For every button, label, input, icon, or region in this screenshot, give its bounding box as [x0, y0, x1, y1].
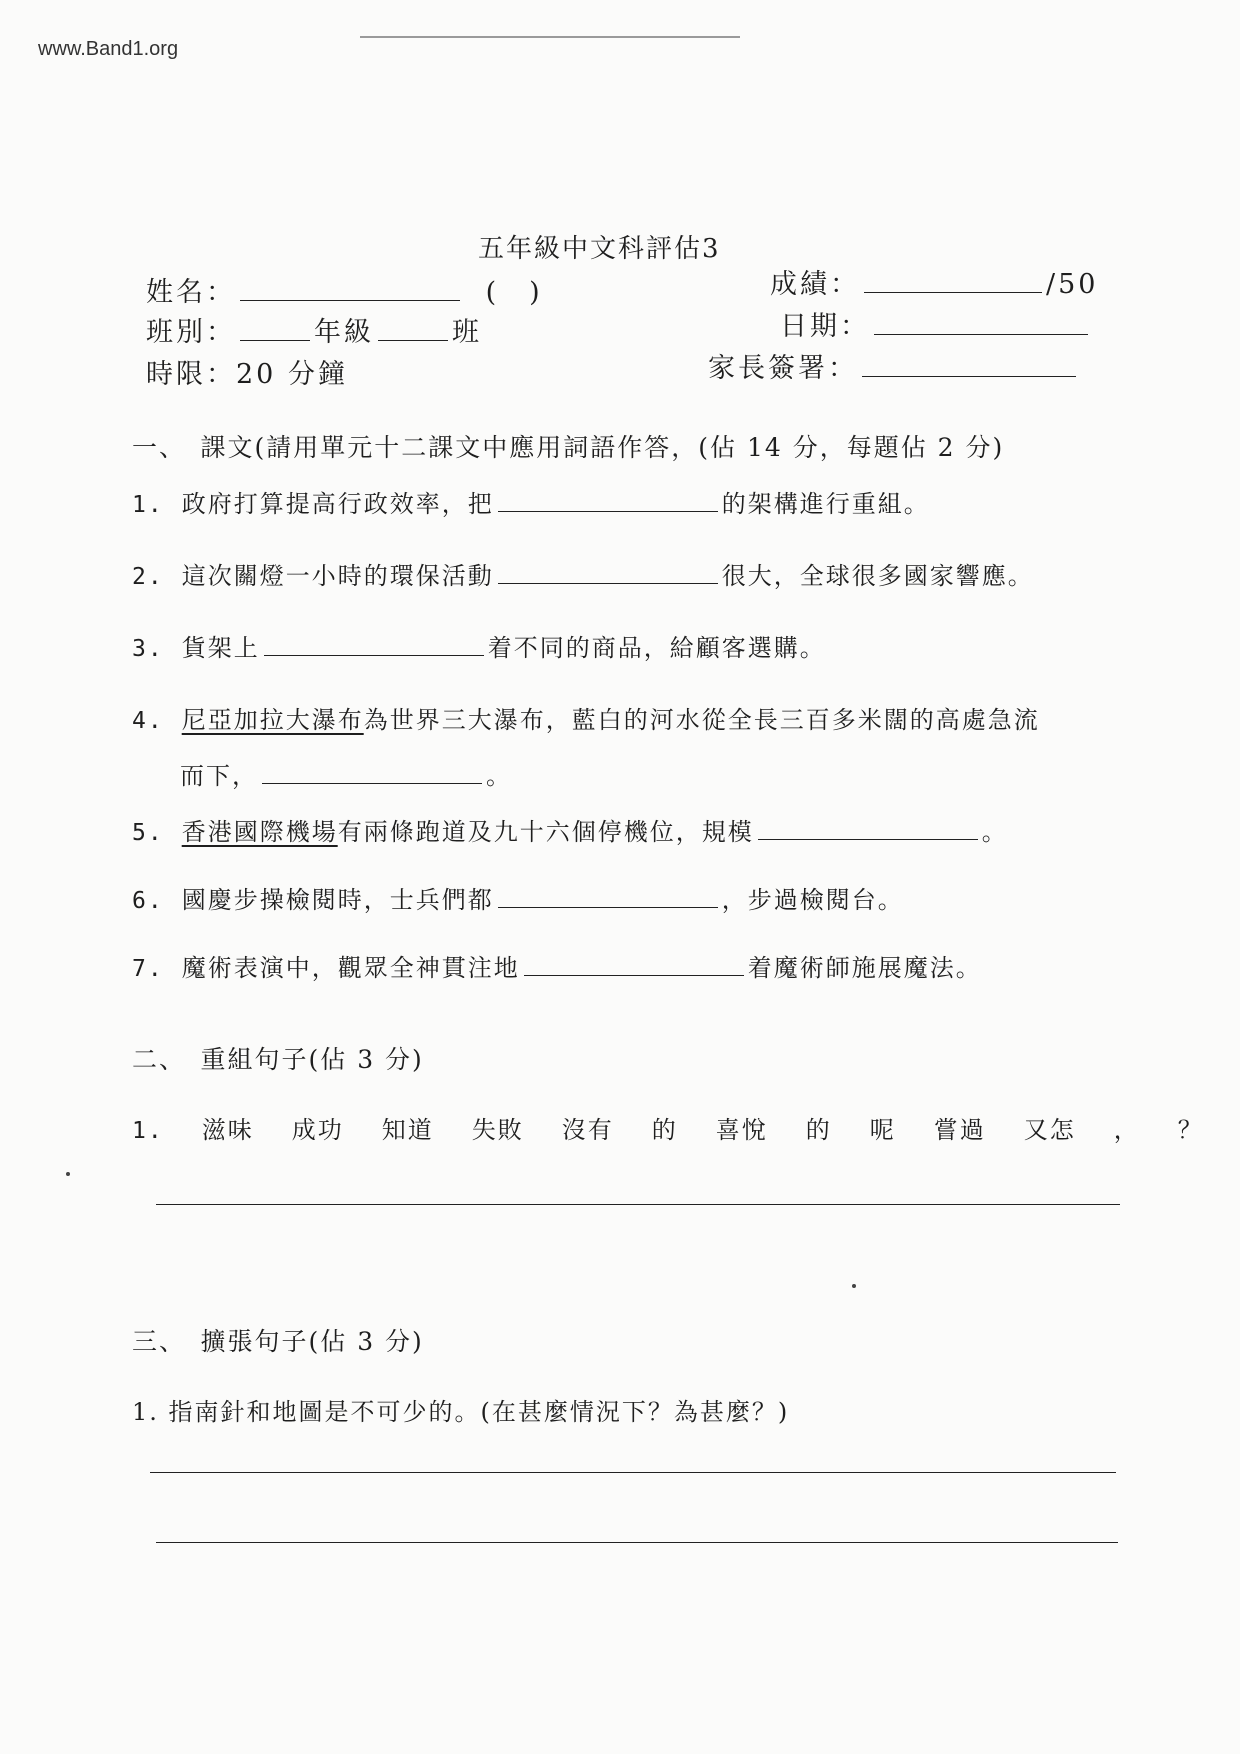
parent-row — [708, 346, 1080, 385]
scan-speck — [66, 1172, 70, 1176]
question-3: 3. 貨架上 着不同的商品，給顧客選購。 — [132, 628, 826, 663]
answer-blank[interactable] — [264, 629, 484, 656]
name-row — [146, 270, 543, 309]
word: 嘗過 — [933, 1116, 986, 1144]
scan-speck — [852, 1284, 856, 1288]
word: 失敗 — [471, 1116, 524, 1144]
word: 滋味 — [201, 1116, 254, 1144]
question-2: 2. 這次關燈一小時的環保活動 很大，全球很多國家響應。 — [132, 556, 1034, 591]
website-watermark: www.Band1.org — [38, 38, 179, 60]
expand-answer-line-1[interactable] — [150, 1472, 1116, 1473]
word: 呢 — [869, 1116, 896, 1144]
answer-blank[interactable] — [524, 949, 744, 976]
class-row — [146, 310, 482, 349]
grade-word: 年級 — [314, 317, 374, 348]
class-word: 班 — [452, 317, 482, 348]
score-row — [770, 262, 1098, 301]
parent-signature-blank[interactable] — [862, 350, 1076, 377]
answer-blank[interactable] — [498, 485, 718, 512]
score-blank[interactable] — [864, 266, 1042, 293]
word: 成功 — [291, 1116, 344, 1144]
answer-blank[interactable] — [758, 813, 978, 840]
answer-blank[interactable] — [498, 557, 718, 584]
date-row — [780, 304, 1092, 343]
parent-signature-label: 家長簽署： — [708, 353, 858, 384]
question-4: 4. 尼亞加拉大瀑布為世界三大瀑布，藍白的河水從全長三百多米闊的高處急流 — [132, 706, 1040, 734]
question-7: 7. 魔術表演中，觀眾全神貫注地 着魔術師施展魔法。 — [132, 948, 982, 983]
class-number-paren: ( ) — [485, 277, 543, 308]
grade-blank[interactable] — [240, 314, 310, 341]
section3-heading: 三、 擴張句子(佔 3 分) — [132, 1327, 424, 1356]
page-title: 五年級中文科評估3 — [478, 234, 721, 264]
proper-noun: 香港國際機場 — [181, 818, 338, 846]
question-1: 1. 政府打算提高行政效率，把 的架構進行重組。 — [132, 484, 930, 519]
name-blank[interactable] — [240, 274, 460, 301]
reorder-words: 1. 滋味 成功 知道 失敗 沒有 的 喜悅 的 呢 嘗過 又怎 ， ？ — [132, 1110, 1240, 1145]
score-label: 成績： — [770, 269, 860, 300]
date-label: 日期： — [780, 311, 870, 342]
question-6: 6. 國慶步操檢閱時，士兵們都 ，步過檢閱台。 — [132, 880, 904, 915]
scan-top-line — [360, 36, 740, 38]
expand-answer-line-2[interactable] — [156, 1542, 1118, 1543]
question-4-line2: 而下， 。 — [180, 756, 512, 791]
answer-blank[interactable] — [498, 881, 718, 908]
proper-noun: 尼亞加拉大瀑布 — [181, 706, 364, 734]
word: 喜悅 — [715, 1116, 768, 1144]
class-label: 班別： — [146, 317, 236, 348]
expand-question: 1. 指南針和地圖是不可少的。(在甚麼情況下？為甚麼？) — [132, 1398, 790, 1426]
word: ？ — [1177, 1116, 1204, 1144]
word: 知道 — [381, 1116, 434, 1144]
section2-heading: 二、 重組句子(佔 3 分) — [132, 1045, 424, 1074]
answer-blank[interactable] — [262, 757, 482, 784]
section1-heading: 一、 課文(請用單元十二課文中應用詞語作答，(佔 14 分，每題佔 2 分) — [132, 433, 1005, 462]
word: ， — [1113, 1116, 1140, 1144]
word: 沒有 — [561, 1116, 614, 1144]
date-blank[interactable] — [874, 308, 1088, 335]
score-total: /50 — [1046, 269, 1099, 300]
time-limit: 時限：20 分鐘 — [146, 359, 348, 390]
word: 的 — [805, 1116, 832, 1144]
class-blank[interactable] — [378, 314, 448, 341]
question-5: 5. 香港國際機場有兩條跑道及九十六個停機位，規模 。 — [132, 812, 1008, 847]
word: 的 — [651, 1116, 678, 1144]
reorder-answer-line[interactable] — [156, 1204, 1120, 1205]
word: 又怎 — [1023, 1116, 1076, 1144]
name-label: 姓名： — [146, 277, 236, 308]
